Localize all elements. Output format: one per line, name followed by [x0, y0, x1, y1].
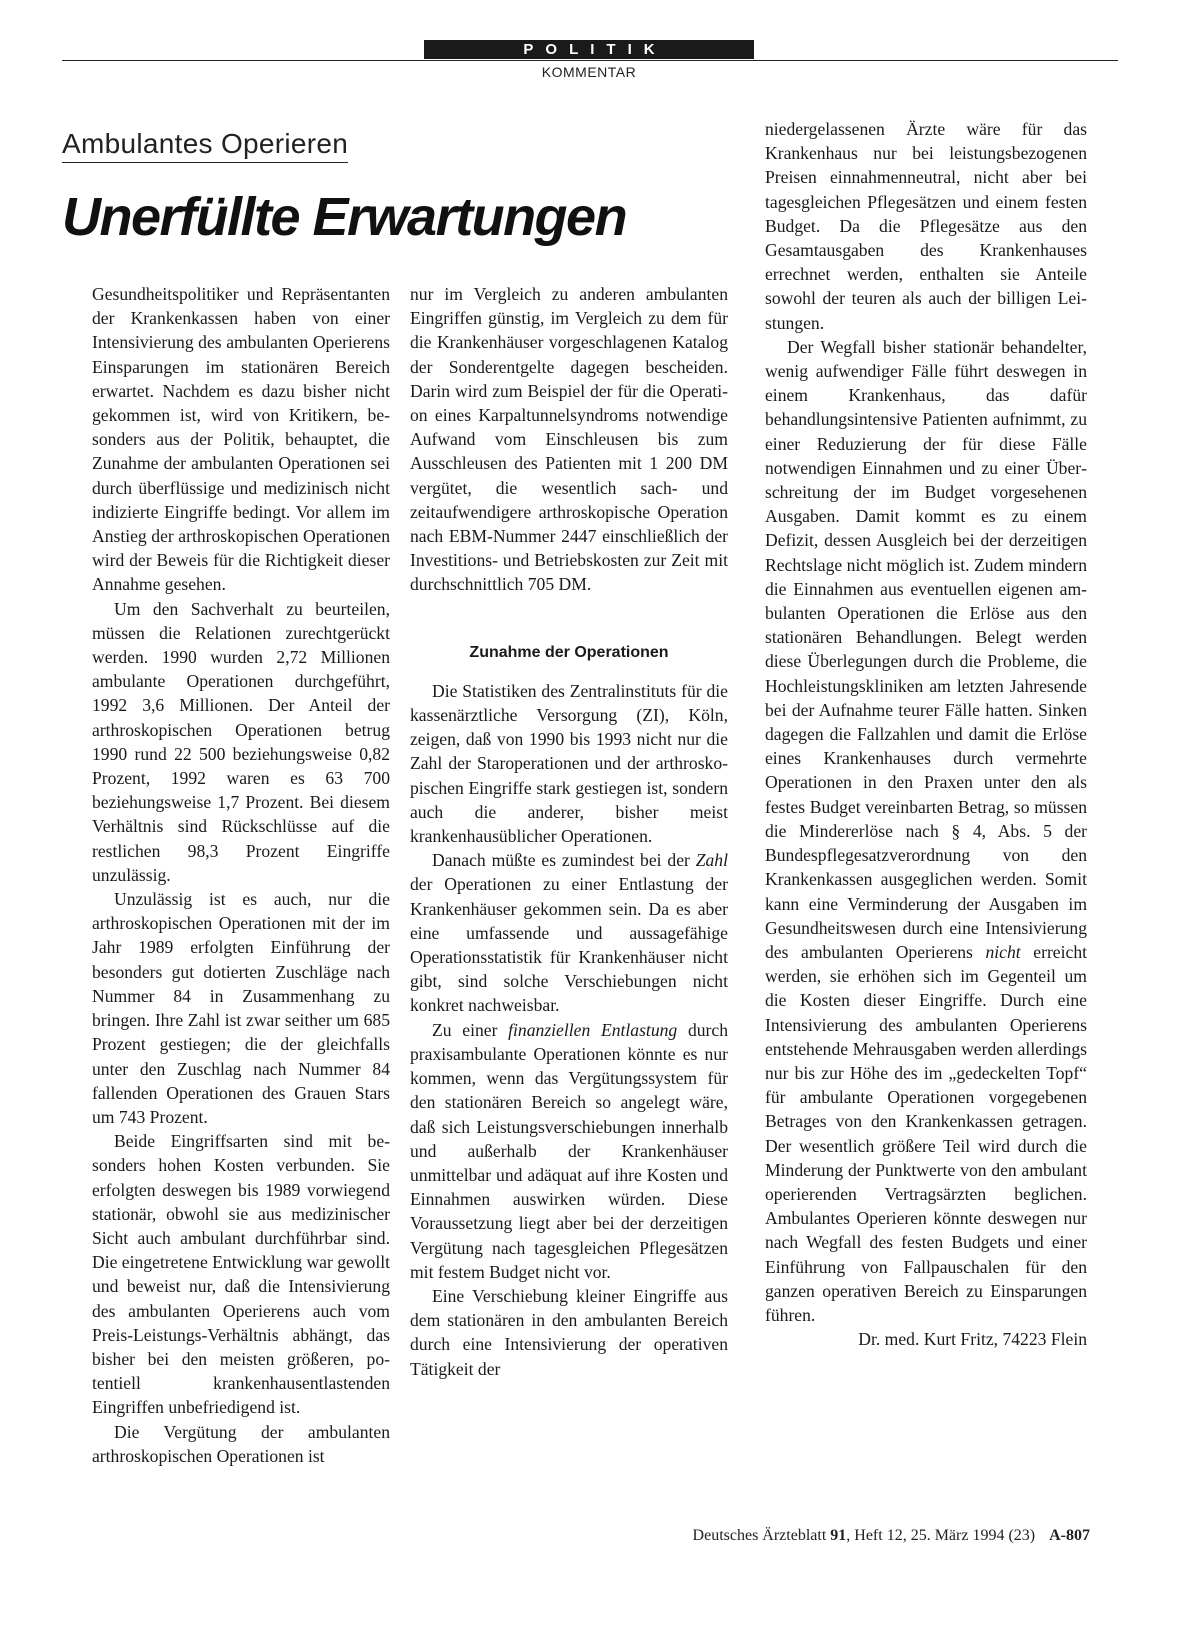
paragraph: Beide Eingriffsarten sind mit besonders hohen Kosten verbunden. Sie erfolgten deswegen bis 1989 vorwiegend stationär, obwohl sie aus medizinischer Sicht auch ambulant durchführbar sind. Die eingetretene Entwicklung war gewollt und beweist nur, daß die Intensivierung des ambulanten Operierens auch vom Preis-Leistungs-Verhältnis abhängt, das bisher bei den meisten größeren, potentiell krankenhausentlastenden Eingriffen unbefriedigend ist.: [92, 1131, 391, 1418]
text-run: Zu einer: [432, 1019, 509, 1040]
text-run: der Operationen zu einer Entlastung der Krankenhäuser gekommen sein. Da es aber eine umfassende und aussagefähige Operationsstatistik für Krankenhäuser nicht gibt, sind solche Verschiebungen nicht konkret nachweisbar.: [410, 874, 728, 1016]
author-signature: Dr. med. Kurt Fritz, 74223 Flein: [858, 1329, 1087, 1350]
column-2: [410, 282, 728, 1381]
page-footer: [560, 1527, 1090, 1545]
section-subhead: Zunahme der Operationen: [469, 643, 669, 661]
emphasis: nicht: [985, 941, 1021, 962]
emphasis: finanziellen Entlastung: [508, 1019, 678, 1040]
text-run: erreicht werden, sie erhöhen sich im Gegenteil um die Kosten dieser Eingriffe. Durch eine Intensivierung des ambulanten Operierens entstehende Mehrausgaben werden allerdings nur bis zur Höhe des im „gedeckelten Topf“ für ambulante Operationen vorgegebenen Betrages von den Krankenkassen getragen. Der wesentlich größere Teil wird durch die Minderung der Punktwerte von den ambulant operierenden Vertragsärzten beglichen. Ambulantes Operieren könnte deswegen nur nach Wegfall des festen Budgets und einer Einführung von Fallpauschalen für den ganzen operativen Bereich zu Einsparungen führen.: [765, 941, 1087, 1325]
paragraph: Um den Sachverhalt zu beurteilen, müssen die Relationen zurechtgerückt werden. 1990 wurden 2,72 Millionen ambulante Operationen durchgeführt, 1992 3,6 Millionen. Der Anteil der arthroskopischen Operationen betrug 1990 rund 22 500 beziehungsweise 0,82 Prozent, 1992 waren es 63 700 beziehungsweise 1,7 Prozent. Bei diesem Verhältnis sind Rückschlüsse auf die restlichen 98,3 Prozent Eingriffe unzulässig.: [92, 598, 390, 885]
paragraph: nur im Vergleich zu anderen ambulanten Eingriffen günstig, im Vergleich zu dem für die Krankenhäuser vorgeschlagenen Katalog der Sonderentgelte dagegen bescheiden. Darin wird zum Beispiel der für die Operation eines Karpaltunnelsyndroms notwendige Aufwand vom Einschleusen bis zum Ausschleusen des Patienten mit 1 200 DM vergütet, die wesentlich sach- und zeitaufwendigere arthroskopische Operation nach EBM-Nummer 2447 einschließlich der Investitions- und Betriebskosten zur Zeit mit durchschnittlich 705 DM.: [410, 284, 728, 595]
page-number: A-807: [1049, 1527, 1090, 1544]
text-run: durch praxisambulante Operationen könnte es nur kommen, wenn das Vergütungssystem für den stationären Bereich so angelegt wäre, daß sich Leistungsverschiebungen innerhalb und außerhalb der Krankenhäuser unmittelbar und adäquat auf ihre Kosten und Einnahmen auswirken würden. Diese Voraussetzung liegt aber bei der derzeitigen Vergütung nach tagesgleichen Pflegesätzen mit festem Budget nicht vor.: [410, 1019, 728, 1282]
column-1: [92, 282, 390, 1468]
paragraph: [410, 1018, 728, 1284]
issue-date: , Heft 12, 25. März 1994 (23): [846, 1527, 1036, 1544]
paragraph: Die Statistiken des Zentralinstituts für die kassenärztliche Versorgung (ZI), Köln, zeigen, daß von 1990 bis 1993 nicht nur die Zahl der Staroperationen und der arthroskopischen Eingriffe stark gestiegen ist, sondern auch die anderer, bisher meist krankenhausüblicher Operationen.: [410, 680, 728, 847]
paragraph: [410, 848, 728, 1017]
column-3: [765, 117, 1087, 1351]
journal-volume: 91: [830, 1527, 847, 1544]
text-run: Danach müßte es zumindest bei der: [432, 850, 696, 871]
subsection-label: KOMMENTAR: [541, 64, 637, 80]
paragraph: Die Vergütung der ambulanten arthroskopischen Operationen ist: [92, 1421, 390, 1466]
journal-name: Deutsches Ärzteblatt: [692, 1527, 831, 1544]
paragraph: Eine Verschiebung kleiner Eingriffe aus dem stationären in den ambulanten Bereich durch eine Intensivierung der operativen Tätigkeit der: [410, 1285, 728, 1379]
paragraph: niedergelassenen Ärzte wäre für das Krankenhaus nur bei leistungsbezogenen Preisen einnahmenneutral, nicht aber bei tagesgleichen Pflegesätzen und einem festen Budget. Da die Pflegesätze aus den Gesamtausgaben des Krankenhauses errechnet werden, enthalten sie Anteile sowohl der teuren als auch der billigen Leistungen.: [765, 119, 1087, 333]
article-headline: Unerfüllte Erwartungen: [62, 187, 627, 247]
header-rule: [62, 60, 1118, 61]
article-kicker: Ambulantes Operieren: [62, 128, 348, 163]
paragraph: Gesundheitspolitiker und Repräsentanten der Krankenkassen haben von einer Intensivierung des ambulanten Operierens Einsparungen im stationären Bereich erwartet. Nachdem es dazu bisher nicht gekommen ist, wird von Kritikern, besonders aus der Politik, behauptet, die Zunahme der ambulanten Operationen sei durch überflüssige und medizinisch nicht indizierte Eingriffe bedingt. Vor allem im Anstieg der arthroskopischen Operationen wird der Beweis für die Richtigkeit dieser Annahme gesehen.: [92, 284, 390, 595]
section-label: POLITIK: [424, 40, 754, 59]
paragraph: Unzulässig ist es auch, nur die arthroskopischen Operationen mit der im Jahr 1989 erfolgten Einführung der besonders gut dotierten Zuschläge nach Nummer 84 in Zusammenhang zu bringen. Ihre Zahl ist zwar seither um 685 Prozent gestiegen; die der gleichfalls unter den Zuschlag nach Nummer 84 fallenden Operationen des Grauen Stars um 743 Prozent.: [92, 889, 390, 1127]
paragraph: [765, 335, 1087, 1327]
text-run: Der Wegfall bisher stationär behandelter, wenig aufwendiger Fälle führt deswegen in einem Krankenhaus, das dafür behandlungsintensive Patienten aufnimmt, zu einer Reduzierung der für diese Fälle notwendigen Einnahmen und zu einer Überschreitung der im Budget vorgesehenen Ausgaben. Damit kommt es zu einem Defizit, dessen Ausgleich bei der derzeitigen Rechtslage nicht möglich ist. Zudem mindern die Einnahmen aus eventuellen eigenen ambulanten Operationen die Erlöse aus den stationären Behandlungen. Belegt werden diese Überlegungen durch die Probleme, die Hochleistungskliniken am letzten Jahresende bei der Aufnahme teurer Fälle hatten. Sinken dagegen die Fallzahlen und damit die Erlöse eines Krankenhauses durch vermehrte Operationen in den Praxen unter den als festes Budget vereinbarten Betrag, so müssen die Mindererlöse nach § 4, Abs. 5 der Bundespflegesatzverordnung von den Krankenkassen ausgeglichen werden. Somit kann eine Verminderung der Ausgaben im Gesundheitswesen durch eine Intensivierung des ambulanten Operierens: [765, 336, 1087, 962]
emphasis: Zahl: [695, 850, 728, 871]
